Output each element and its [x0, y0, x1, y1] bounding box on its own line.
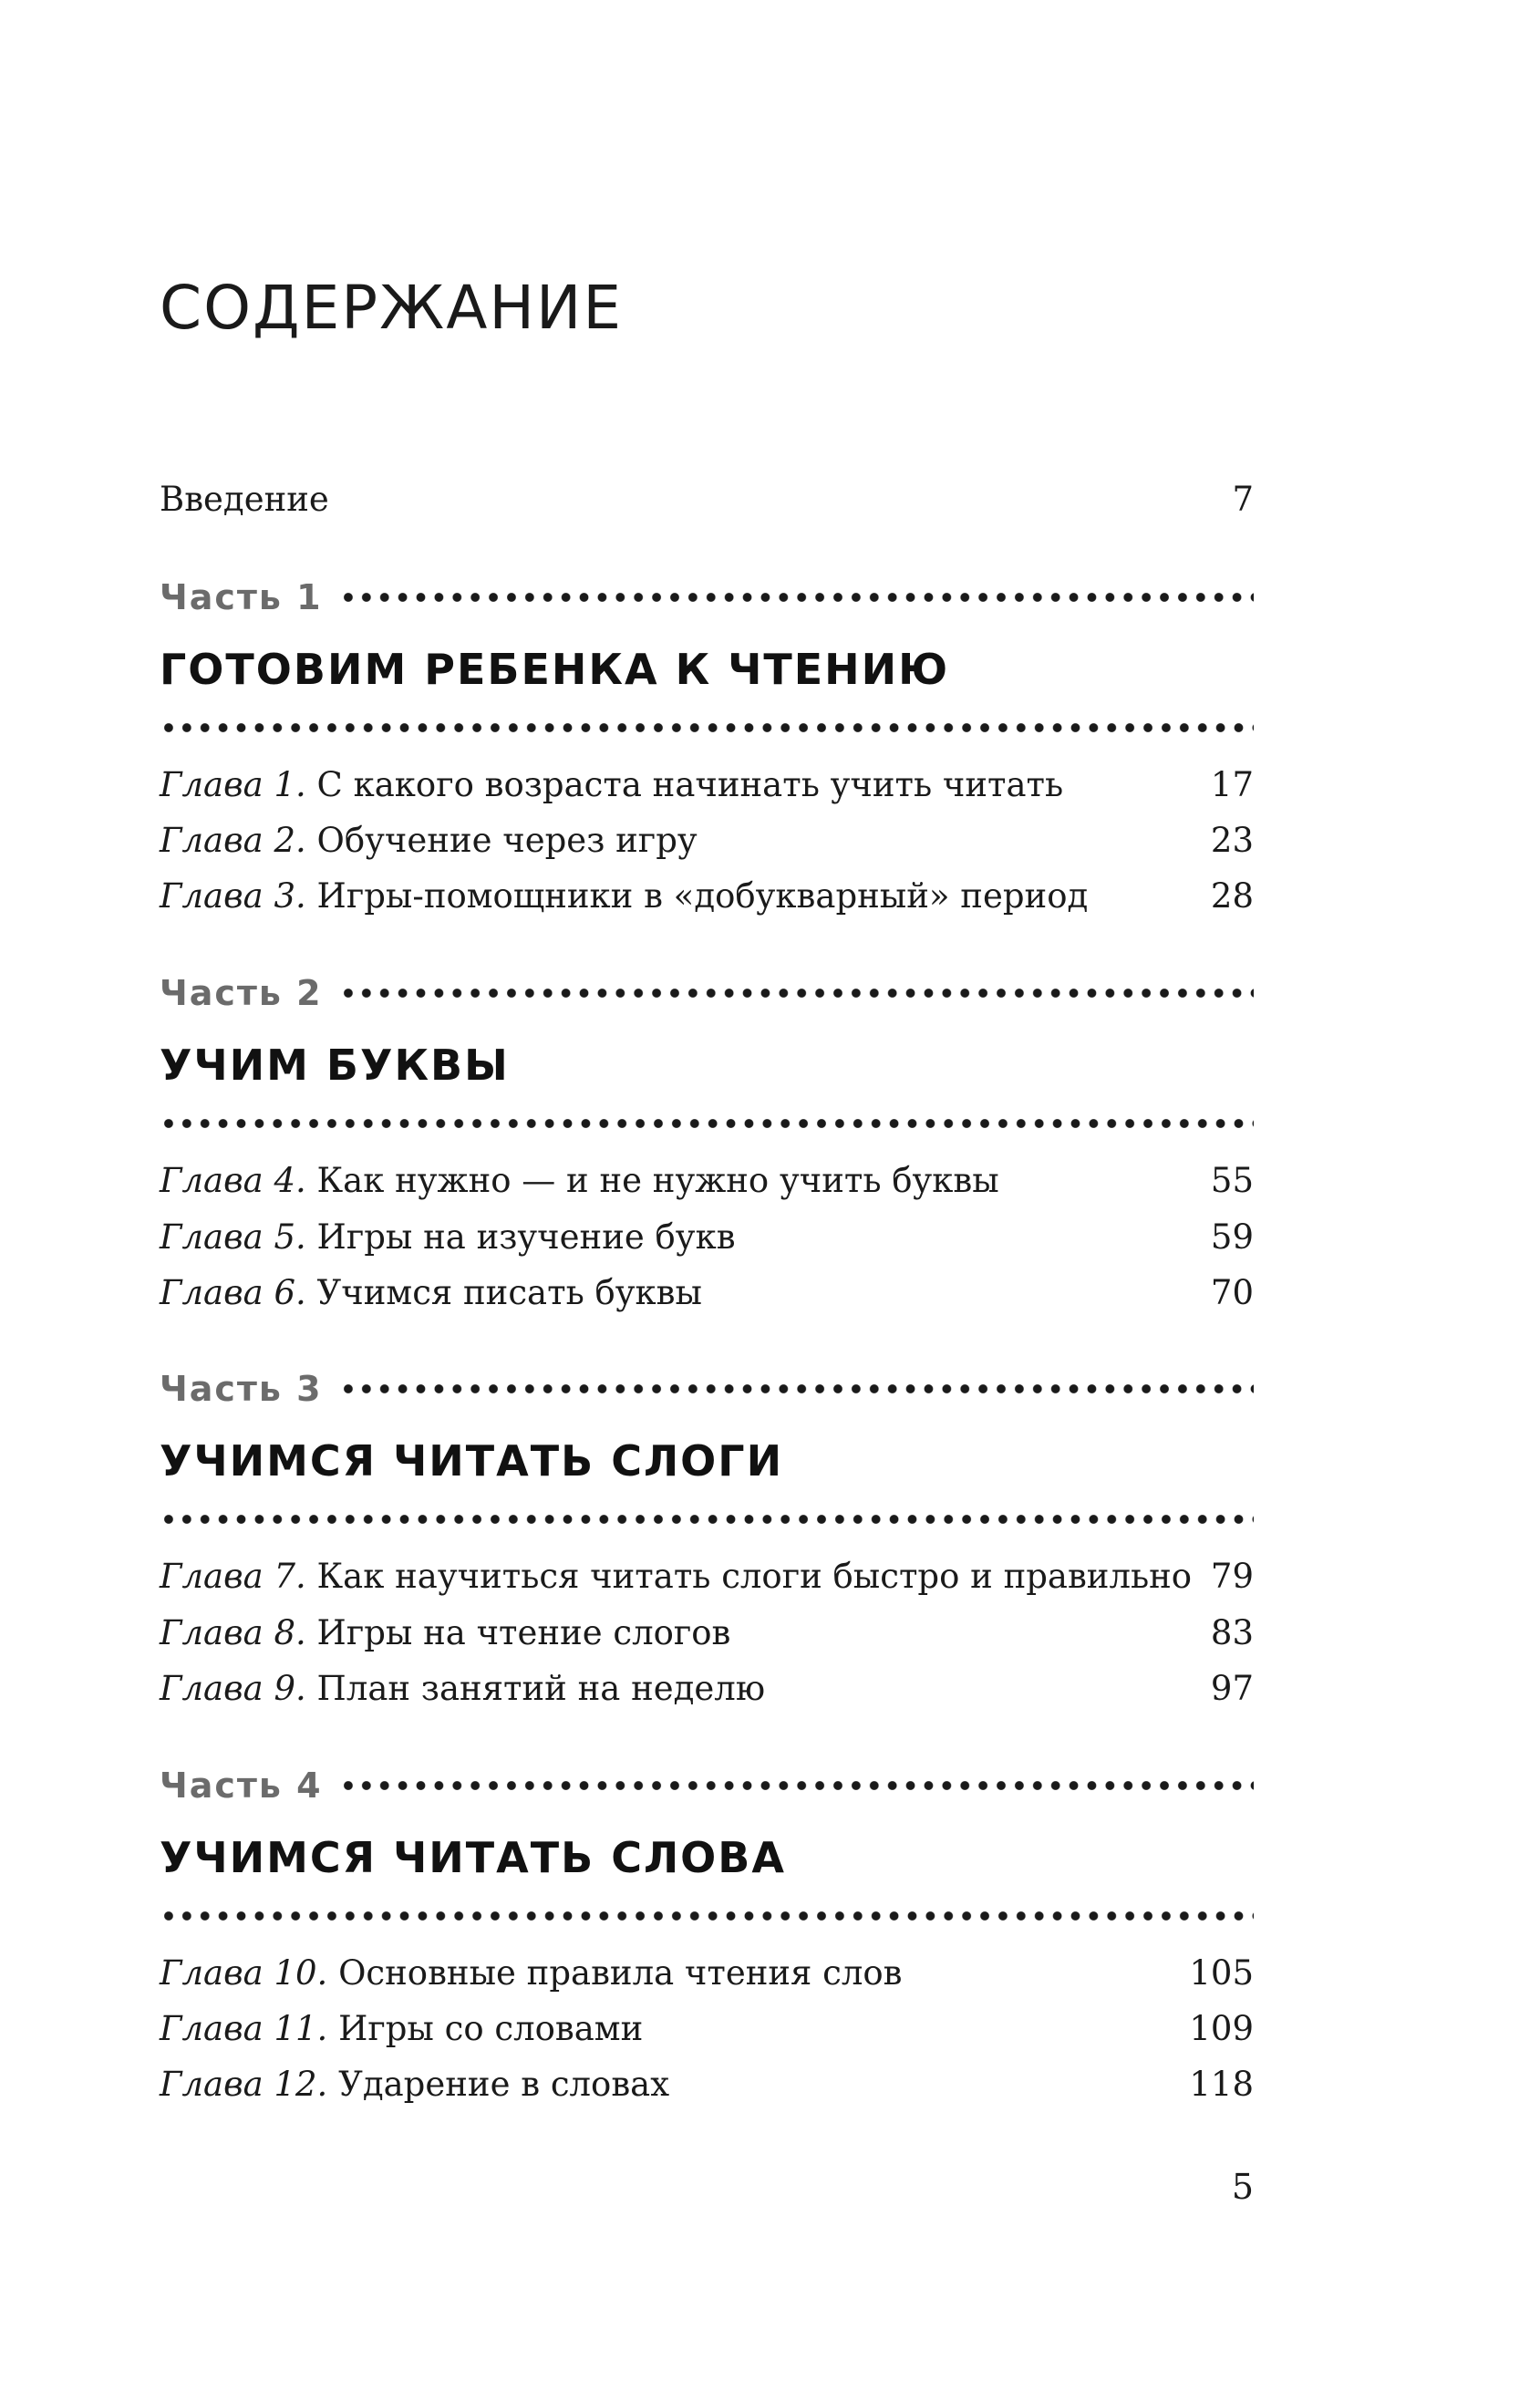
page-number: 5: [1231, 2167, 1254, 2207]
dot-leader: [160, 722, 1254, 733]
chapter-title: Игры со словами: [338, 2009, 644, 2048]
chapter-title: Учимся писать буквы: [316, 1273, 702, 1312]
part-heading-3: УЧИМСЯ ЧИТАТЬ СЛОГИ: [160, 1436, 784, 1486]
chapter-title: Как нужно — и не нужно учить буквы: [316, 1161, 999, 1200]
dot-leader: [339, 1780, 1254, 1791]
toc-entry-chapter-3[interactable]: [160, 871, 1254, 922]
chapter-prefix: Глава 6.: [160, 1273, 306, 1312]
toc-entry-page: 97: [1210, 1669, 1254, 1708]
dot-leader: [160, 1514, 1254, 1525]
chapter-prefix: Глава 1.: [160, 765, 306, 804]
dot-leader: [339, 988, 1254, 999]
dot-leader: [160, 1910, 1254, 1921]
chapter-prefix: Глава 11.: [160, 2009, 328, 2048]
chapter-title: Обучение через игру: [316, 821, 698, 860]
chapter-title: План занятий на неделю: [316, 1669, 766, 1708]
chapter-title: Ударение в словах: [338, 2065, 670, 2104]
toc-entry-chapter-9[interactable]: [160, 1663, 1254, 1714]
chapter-title: Игры на чтение слогов: [316, 1613, 731, 1652]
chapter-prefix: Глава 7.: [160, 1557, 306, 1596]
part-label-text: Часть 3: [160, 1369, 323, 1409]
toc-entry-chapter-1[interactable]: [160, 760, 1254, 811]
page-title: СОДЕРЖАНИЕ: [160, 273, 624, 343]
toc-entry-chapter-2[interactable]: [160, 815, 1254, 866]
toc-entry-page: 79: [1210, 1557, 1254, 1596]
toc-entry-page: 109: [1189, 2009, 1254, 2048]
part-heading-1: ГОТОВИМ РЕБЕНКА К ЧТЕНИЮ: [160, 645, 950, 694]
part-divider-4: [160, 1910, 1254, 1921]
toc-entry-chapter-6[interactable]: [160, 1268, 1254, 1319]
part-divider-1: [160, 722, 1254, 733]
part-heading-2: УЧИМ БУКВЫ: [160, 1041, 510, 1090]
chapter-title: Как научиться читать слоги быстро и правильно: [316, 1557, 1193, 1596]
toc-entry-page: 118: [1189, 2065, 1254, 2104]
chapter-prefix: Глава 10.: [160, 1953, 328, 1993]
part-label-3: [160, 1366, 1254, 1412]
chapter-title: Основные правила чтения слов: [338, 1953, 903, 1993]
chapter-prefix: Глава 12.: [160, 2065, 328, 2104]
chapter-title: С какого возраста начинать учить читать: [316, 765, 1064, 804]
part-label-2: [160, 970, 1254, 1016]
toc-entry-intro[interactable]: [160, 474, 1254, 525]
toc-entry-chapter-7[interactable]: [160, 1551, 1254, 1602]
part-divider-2: [160, 1118, 1254, 1129]
toc-entry-page: 55: [1210, 1161, 1254, 1200]
part-divider-3: [160, 1514, 1254, 1525]
toc-entry-chapter-5[interactable]: [160, 1212, 1254, 1263]
chapter-title: Игры-помощники в «добукварный» период: [316, 876, 1089, 916]
toc-entry-chapter-11[interactable]: [160, 2004, 1254, 2055]
toc-entry-title: Введение: [160, 480, 329, 519]
chapter-prefix: Глава 3.: [160, 876, 306, 916]
toc-entry-page: 59: [1210, 1217, 1254, 1257]
chapter-prefix: Глава 2.: [160, 821, 306, 860]
toc-entry-chapter-12[interactable]: [160, 2059, 1254, 2110]
chapter-prefix: Глава 5.: [160, 1217, 306, 1257]
chapter-prefix: Глава 8.: [160, 1613, 306, 1652]
toc-entry-page: 28: [1210, 876, 1254, 916]
toc-entry-page: 70: [1210, 1273, 1254, 1312]
dot-leader: [160, 1118, 1254, 1129]
chapter-prefix: Глава 4.: [160, 1161, 306, 1200]
dot-leader: [339, 1383, 1254, 1394]
toc-entry-page: 83: [1210, 1613, 1254, 1652]
chapter-prefix: Глава 9.: [160, 1669, 306, 1708]
toc-entry-chapter-8[interactable]: [160, 1608, 1254, 1659]
toc-entry-page: 17: [1210, 765, 1254, 804]
toc-entry-page: 7: [1232, 480, 1254, 519]
toc-entry-page: 23: [1210, 821, 1254, 860]
part-label-1: [160, 575, 1254, 620]
dot-leader: [339, 592, 1254, 603]
part-label-text: Часть 4: [160, 1766, 323, 1806]
toc-entry-chapter-10[interactable]: [160, 1948, 1254, 1999]
part-label-text: Часть 2: [160, 973, 323, 1013]
part-heading-4: УЧИМСЯ ЧИТАТЬ СЛОВА: [160, 1833, 786, 1882]
toc-entry-chapter-4[interactable]: [160, 1155, 1254, 1206]
chapter-title: Игры на изучение букв: [316, 1217, 736, 1257]
part-label-text: Часть 1: [160, 577, 323, 617]
part-label-4: [160, 1763, 1254, 1808]
toc-entry-page: 105: [1189, 1953, 1254, 1993]
